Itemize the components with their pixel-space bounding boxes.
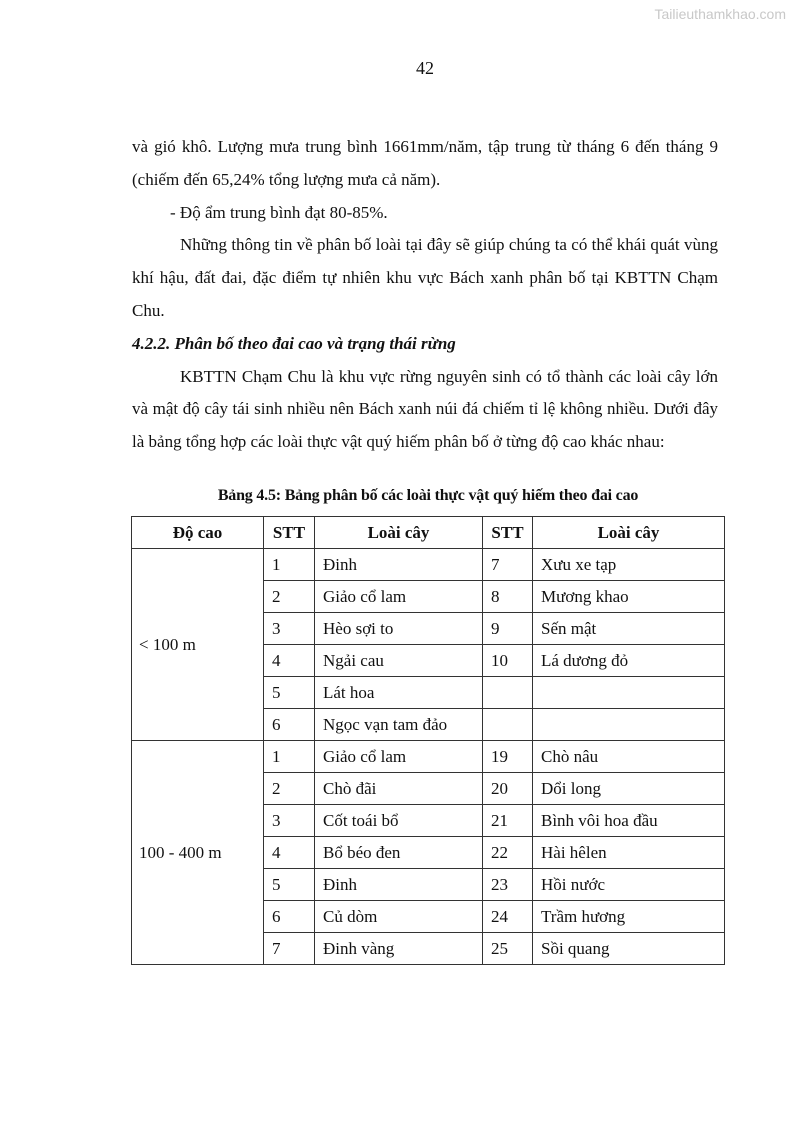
- stt-cell: 7: [264, 933, 315, 965]
- stt-cell: 6: [264, 901, 315, 933]
- species-cell: Sồi quang: [533, 933, 725, 965]
- body-text: [132, 131, 718, 459]
- table-row: [132, 549, 725, 581]
- stt-cell: 3: [264, 805, 315, 837]
- species-cell: Củ dòm: [315, 901, 483, 933]
- species-cell: Giảo cổ lam: [315, 581, 483, 613]
- stt-cell: 7: [483, 549, 533, 581]
- species-cell: Đinh: [315, 549, 483, 581]
- species-cell: Chò nâu: [533, 741, 725, 773]
- stt-cell: 8: [483, 581, 533, 613]
- stt-cell: 1: [264, 741, 315, 773]
- species-cell: Đinh: [315, 869, 483, 901]
- stt-cell: 9: [483, 613, 533, 645]
- stt-cell: 23: [483, 869, 533, 901]
- stt-cell: 20: [483, 773, 533, 805]
- species-cell: Bổ béo đen: [315, 837, 483, 869]
- species-cell: Trầm hương: [533, 901, 725, 933]
- header-species-left: Loài cây: [315, 517, 483, 549]
- species-cell: Sến mật: [533, 613, 725, 645]
- stt-cell: 6: [264, 709, 315, 741]
- paragraph-rainfall: và gió khô. Lượng mưa trung bình 1661mm/năm, tập trung từ tháng 6 đến tháng 9 (chiếm đến 65,24% tổng lượng mưa cả năm).: [132, 137, 718, 189]
- stt-cell: 19: [483, 741, 533, 773]
- table-header-row: [132, 517, 725, 549]
- stt-cell: 2: [264, 773, 315, 805]
- stt-cell: 5: [264, 677, 315, 709]
- table-row: [132, 741, 725, 773]
- section-heading: 4.2.2. Phân bố theo đai cao và trạng thái rừng: [132, 333, 456, 353]
- page-number: 42: [416, 58, 434, 78]
- species-cell: Cốt toái bổ: [315, 805, 483, 837]
- species-cell: Mương khao: [533, 581, 725, 613]
- species-cell: [533, 677, 725, 709]
- species-cell: Bình vôi hoa đầu: [533, 805, 725, 837]
- species-cell: Đinh vàng: [315, 933, 483, 965]
- header-stt-right: STT: [483, 517, 533, 549]
- species-cell: Lát hoa: [315, 677, 483, 709]
- table-caption: Bảng 4.5: Bảng phân bố các loài thực vật quý hiếm theo đai cao: [217, 487, 639, 504]
- stt-cell: 21: [483, 805, 533, 837]
- stt-cell: 4: [264, 645, 315, 677]
- paragraph-humidity: - Độ ẩm trung bình đạt 80-85%.: [170, 202, 388, 222]
- species-cell: Hồi nước: [533, 869, 725, 901]
- stt-cell: 1: [264, 549, 315, 581]
- species-cell: Chò đãi: [315, 773, 483, 805]
- paragraph-summary: Những thông tin về phân bố loài tại đây sẽ giúp chúng ta có thể khái quát vùng khí hậu, đất đai, đặc điểm tự nhiên khu vực Bách xanh phân bố tại KBTTN Chạm Chu.: [132, 235, 718, 320]
- species-cell: Xưu xe tạp: [533, 549, 725, 581]
- species-cell: Giảo cổ lam: [315, 741, 483, 773]
- stt-cell: [483, 709, 533, 741]
- species-cell: Lá dương đỏ: [533, 645, 725, 677]
- stt-cell: 24: [483, 901, 533, 933]
- header-altitude: Độ cao: [132, 517, 264, 549]
- stt-cell: [483, 677, 533, 709]
- species-cell: Ngải cau: [315, 645, 483, 677]
- stt-cell: 2: [264, 581, 315, 613]
- stt-cell: 5: [264, 869, 315, 901]
- stt-cell: 3: [264, 613, 315, 645]
- species-table: [131, 516, 725, 965]
- stt-cell: 4: [264, 837, 315, 869]
- zone-label: < 100 m: [132, 549, 264, 741]
- species-cell: Hèo sợi to: [315, 613, 483, 645]
- watermark: Tailieuthamkhao.com: [654, 6, 786, 22]
- stt-cell: 25: [483, 933, 533, 965]
- species-cell: Ngọc vạn tam đảo: [315, 709, 483, 741]
- stt-cell: 10: [483, 645, 533, 677]
- stt-cell: 22: [483, 837, 533, 869]
- species-cell: Hài hêlen: [533, 837, 725, 869]
- species-cell: Dổi long: [533, 773, 725, 805]
- paragraph-intro-table: KBTTN Chạm Chu là khu vực rừng nguyên sinh có tổ thành các loài cây lớn và mật độ cây tái sinh nhiều nên Bách xanh núi đá chiếm tỉ lệ không nhiều. Dưới đây là bảng tổng hợp các loài thực vật quý hiếm phân bố ở từng độ cao khác nhau:: [132, 366, 718, 452]
- header-stt-left: STT: [264, 517, 315, 549]
- header-species-right: Loài cây: [533, 517, 725, 549]
- zone-label: 100 - 400 m: [132, 741, 264, 965]
- species-cell: [533, 709, 725, 741]
